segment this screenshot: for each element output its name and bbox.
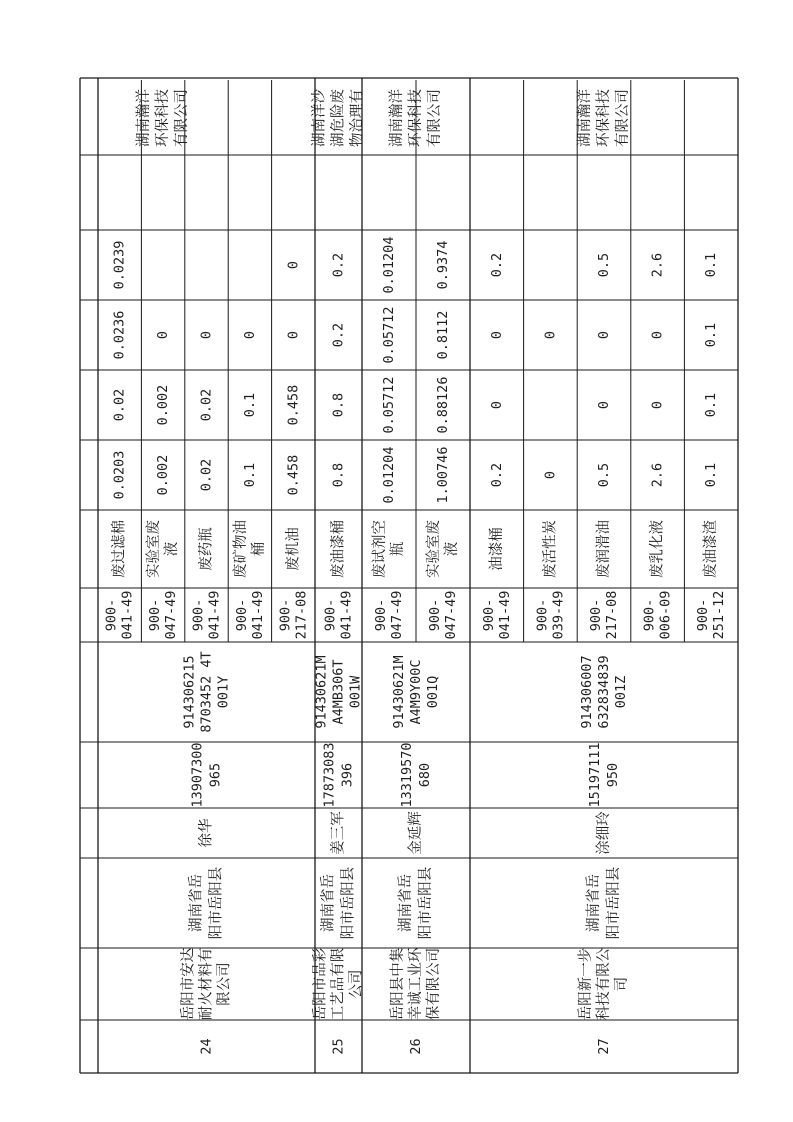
row-number: 26: [408, 1038, 424, 1055]
waste-code: 900-: [277, 598, 294, 632]
receiver-company: 环保科技: [596, 89, 612, 147]
waste-name: 瓶: [390, 541, 406, 557]
contact-phone: 680: [417, 762, 433, 788]
waste-code: 900-: [373, 598, 389, 632]
waste-code: 047-49: [163, 590, 180, 640]
waste-name: 废矿物油: [232, 520, 249, 578]
company-address: 阳市岳阳县: [208, 866, 225, 940]
waste-value-generated: 0.2: [488, 462, 505, 488]
waste-value-balance: 0.2: [488, 252, 505, 278]
waste-code: 217-08: [604, 590, 620, 640]
waste-code: 900-: [190, 598, 207, 632]
waste-code: 006-09: [657, 590, 674, 640]
company-address: 阳市岳阳县: [606, 866, 622, 940]
contact-phone: 15197111: [587, 742, 603, 808]
waste-name: 废乳化液: [649, 520, 666, 578]
contact-person: 涂细玲: [596, 811, 612, 855]
waste-value-stored: 0: [155, 330, 172, 340]
waste-value-transferred: 0.05712: [381, 376, 397, 434]
waste-value-stored: 0.2: [330, 322, 347, 348]
row-number: 27: [596, 1038, 612, 1055]
waste-value-stored: 0: [649, 330, 666, 340]
waste-value-transferred: 0.02: [198, 388, 215, 422]
contact-phone: 965: [207, 762, 224, 788]
waste-value-transferred: 0.02: [111, 388, 128, 422]
waste-code: 900-: [322, 598, 339, 632]
contact-phone: 13319570: [399, 742, 415, 808]
credit-code: 001Y: [215, 675, 232, 709]
credit-code: 001W: [347, 675, 364, 709]
company-name: 幸诚工业环: [408, 947, 424, 1021]
company-name: 工艺品有限: [330, 947, 347, 1021]
waste-value-balance: 0.01204: [381, 236, 397, 294]
waste-code: 041-49: [338, 590, 355, 640]
waste-name: 废试剂空: [372, 520, 388, 578]
waste-value-stored: 0: [198, 330, 215, 340]
waste-code: 900-: [534, 598, 551, 632]
contact-person: 徐华: [198, 818, 215, 848]
receiver-company: 环保科技: [408, 89, 424, 147]
waste-value-stored: 0: [285, 330, 302, 340]
contact-person: 金延辉: [408, 811, 424, 855]
waste-value-generated: 0.1: [703, 462, 720, 488]
waste-code: 217-08: [293, 590, 310, 640]
waste-code: 041-49: [206, 590, 223, 640]
waste-code: 047-49: [443, 590, 459, 640]
waste-value-stored: 0: [596, 330, 612, 340]
credit-code: 8703452 4T: [198, 651, 215, 733]
waste-name: 废油漆渣: [703, 520, 720, 578]
contact-phone: 396: [339, 762, 356, 788]
receiver-company: 湖南瀚洋: [136, 89, 153, 147]
waste-name: 液: [444, 541, 460, 557]
waste-name: 实验室废: [426, 520, 442, 578]
company-address: 湖南省岳: [398, 874, 414, 932]
waste-value-generated: 0.002: [155, 454, 172, 496]
waste-code: 041-49: [119, 590, 136, 640]
credit-code: 914306007: [579, 655, 595, 729]
waste-value-generated: 0.0203: [111, 450, 128, 500]
receiver-company: 环保科技: [155, 89, 172, 147]
waste-name: 废药瓶: [198, 527, 215, 571]
receiver-company: 有限公司: [174, 89, 191, 147]
receiver-company: 有限公司: [615, 89, 631, 147]
credit-code: A4MB306T: [330, 659, 347, 725]
waste-code: 900-: [103, 598, 120, 632]
waste-value-generated: 1.00746: [435, 446, 451, 504]
waste-name: 实验室废: [146, 520, 163, 578]
waste-value-generated: 0.01204: [381, 446, 397, 504]
waste-value-generated: 0.02: [198, 458, 215, 492]
row-number: 25: [330, 1038, 347, 1055]
waste-code: 041-49: [249, 590, 266, 640]
waste-value-stored: 0: [542, 330, 559, 340]
company-name: 科技有限公: [596, 947, 612, 1021]
waste-code: 900-: [695, 598, 712, 632]
row-number: 24: [198, 1038, 215, 1055]
company-address: 湖南省岳: [586, 874, 602, 932]
waste-value-generated: 0: [542, 470, 559, 480]
table-texts: [104, 89, 728, 1055]
waste-value-generated: 0.5: [596, 462, 612, 488]
waste-name: 废过滤棉: [111, 520, 128, 578]
waste-value-balance: 0.0239: [111, 240, 128, 290]
waste-value-stored: 0.0236: [111, 310, 128, 360]
waste-value-balance: 0.1: [703, 252, 720, 278]
waste-value-stored: 0: [241, 330, 258, 340]
waste-value-generated: 2.6: [649, 462, 666, 488]
waste-code: 039-49: [550, 590, 567, 640]
waste-code: 251-12: [711, 590, 728, 640]
waste-value-balance: 0.2: [330, 252, 347, 278]
company-address: 湖南省岳: [188, 874, 205, 932]
company-address: 阳市岳阳县: [340, 866, 357, 940]
receiver-company: 湖危险废: [330, 89, 347, 147]
company-name: 公司: [348, 969, 365, 999]
waste-value-transferred: 0.1: [241, 392, 258, 418]
credit-code: 91430621M: [391, 655, 407, 729]
credit-code: 001Z: [613, 675, 629, 709]
waste-code: 900-: [233, 598, 250, 632]
credit-code: 914306215: [181, 655, 198, 729]
contact-phone: 950: [605, 762, 621, 788]
waste-value-transferred: 0: [488, 400, 505, 410]
credit-code: 91430621M: [313, 655, 330, 729]
waste-value-balance: 0.5: [596, 252, 612, 278]
waste-code: 900-: [427, 598, 443, 632]
company-address: 湖南省岳: [320, 874, 337, 932]
receiver-company: 物治理有: [349, 89, 366, 147]
waste-value-stored: 0.1: [703, 322, 720, 348]
waste-code: 041-49: [496, 590, 513, 640]
contact-phone: 17873083: [321, 742, 338, 808]
waste-value-stored: 0.05712: [381, 306, 397, 364]
company-name: 岳阳新一步: [578, 947, 594, 1021]
waste-code: 900-: [480, 598, 497, 632]
receiver-company: 湖南洋沙: [311, 89, 328, 147]
waste-value-generated: 0.458: [285, 454, 302, 496]
waste-name: 废活性炭: [542, 520, 559, 578]
receiver-company: 湖南瀚洋: [389, 89, 405, 147]
company-name: 保有限公司: [426, 947, 442, 1021]
waste-code: 047-49: [389, 590, 405, 640]
waste-name: 废机油: [285, 527, 302, 571]
waste-code: 900-: [641, 598, 658, 632]
waste-name: 废油漆桶: [330, 520, 347, 578]
company-name: 岳阳县中集: [390, 947, 406, 1021]
waste-value-generated: 0.1: [241, 462, 258, 488]
waste-value-transferred: 0: [649, 400, 666, 410]
waste-value-balance: 0: [285, 260, 302, 270]
company-name: 岳阳市安达: [180, 947, 197, 1021]
receiver-company: 湖南瀚洋: [577, 89, 593, 147]
waste-code: 900-: [588, 598, 604, 632]
company-address: 阳市岳阳县: [418, 866, 434, 940]
contact-person: 姜三军: [330, 811, 347, 855]
waste-value-transferred: 0.8: [330, 392, 347, 418]
company-name: 司: [614, 976, 630, 992]
waste-value-balance: 2.6: [649, 252, 666, 278]
company-name: 限公司: [216, 962, 233, 1006]
waste-value-stored: 0.8112: [435, 310, 451, 360]
company-name: 耐火材料有: [198, 947, 215, 1021]
waste-value-transferred: 0.458: [285, 384, 302, 426]
waste-name: 液: [164, 541, 181, 557]
waste-value-transferred: 0.88126: [435, 376, 451, 434]
waste-value-stored: 0: [488, 330, 505, 340]
waste-value-transferred: 0: [596, 400, 612, 410]
receiver-company: 有限公司: [427, 89, 443, 147]
company-name: 岳阳市品彩: [312, 947, 329, 1021]
waste-code: 900-: [147, 598, 164, 632]
contact-phone: 13907300: [189, 742, 206, 808]
waste-name: 废润滑油: [596, 520, 612, 578]
waste-name: 油漆桶: [488, 527, 505, 571]
waste-value-generated: 0.8: [330, 462, 347, 488]
credit-code: 001Q: [425, 675, 441, 709]
credit-code: 632834839: [596, 655, 612, 729]
waste-value-transferred: 0.1: [703, 392, 720, 418]
waste-name: 桶: [250, 541, 267, 557]
waste-value-balance: 0.9374: [435, 240, 451, 290]
credit-code: A4M9Y00C: [408, 659, 424, 725]
waste-value-transferred: 0.002: [155, 384, 172, 426]
